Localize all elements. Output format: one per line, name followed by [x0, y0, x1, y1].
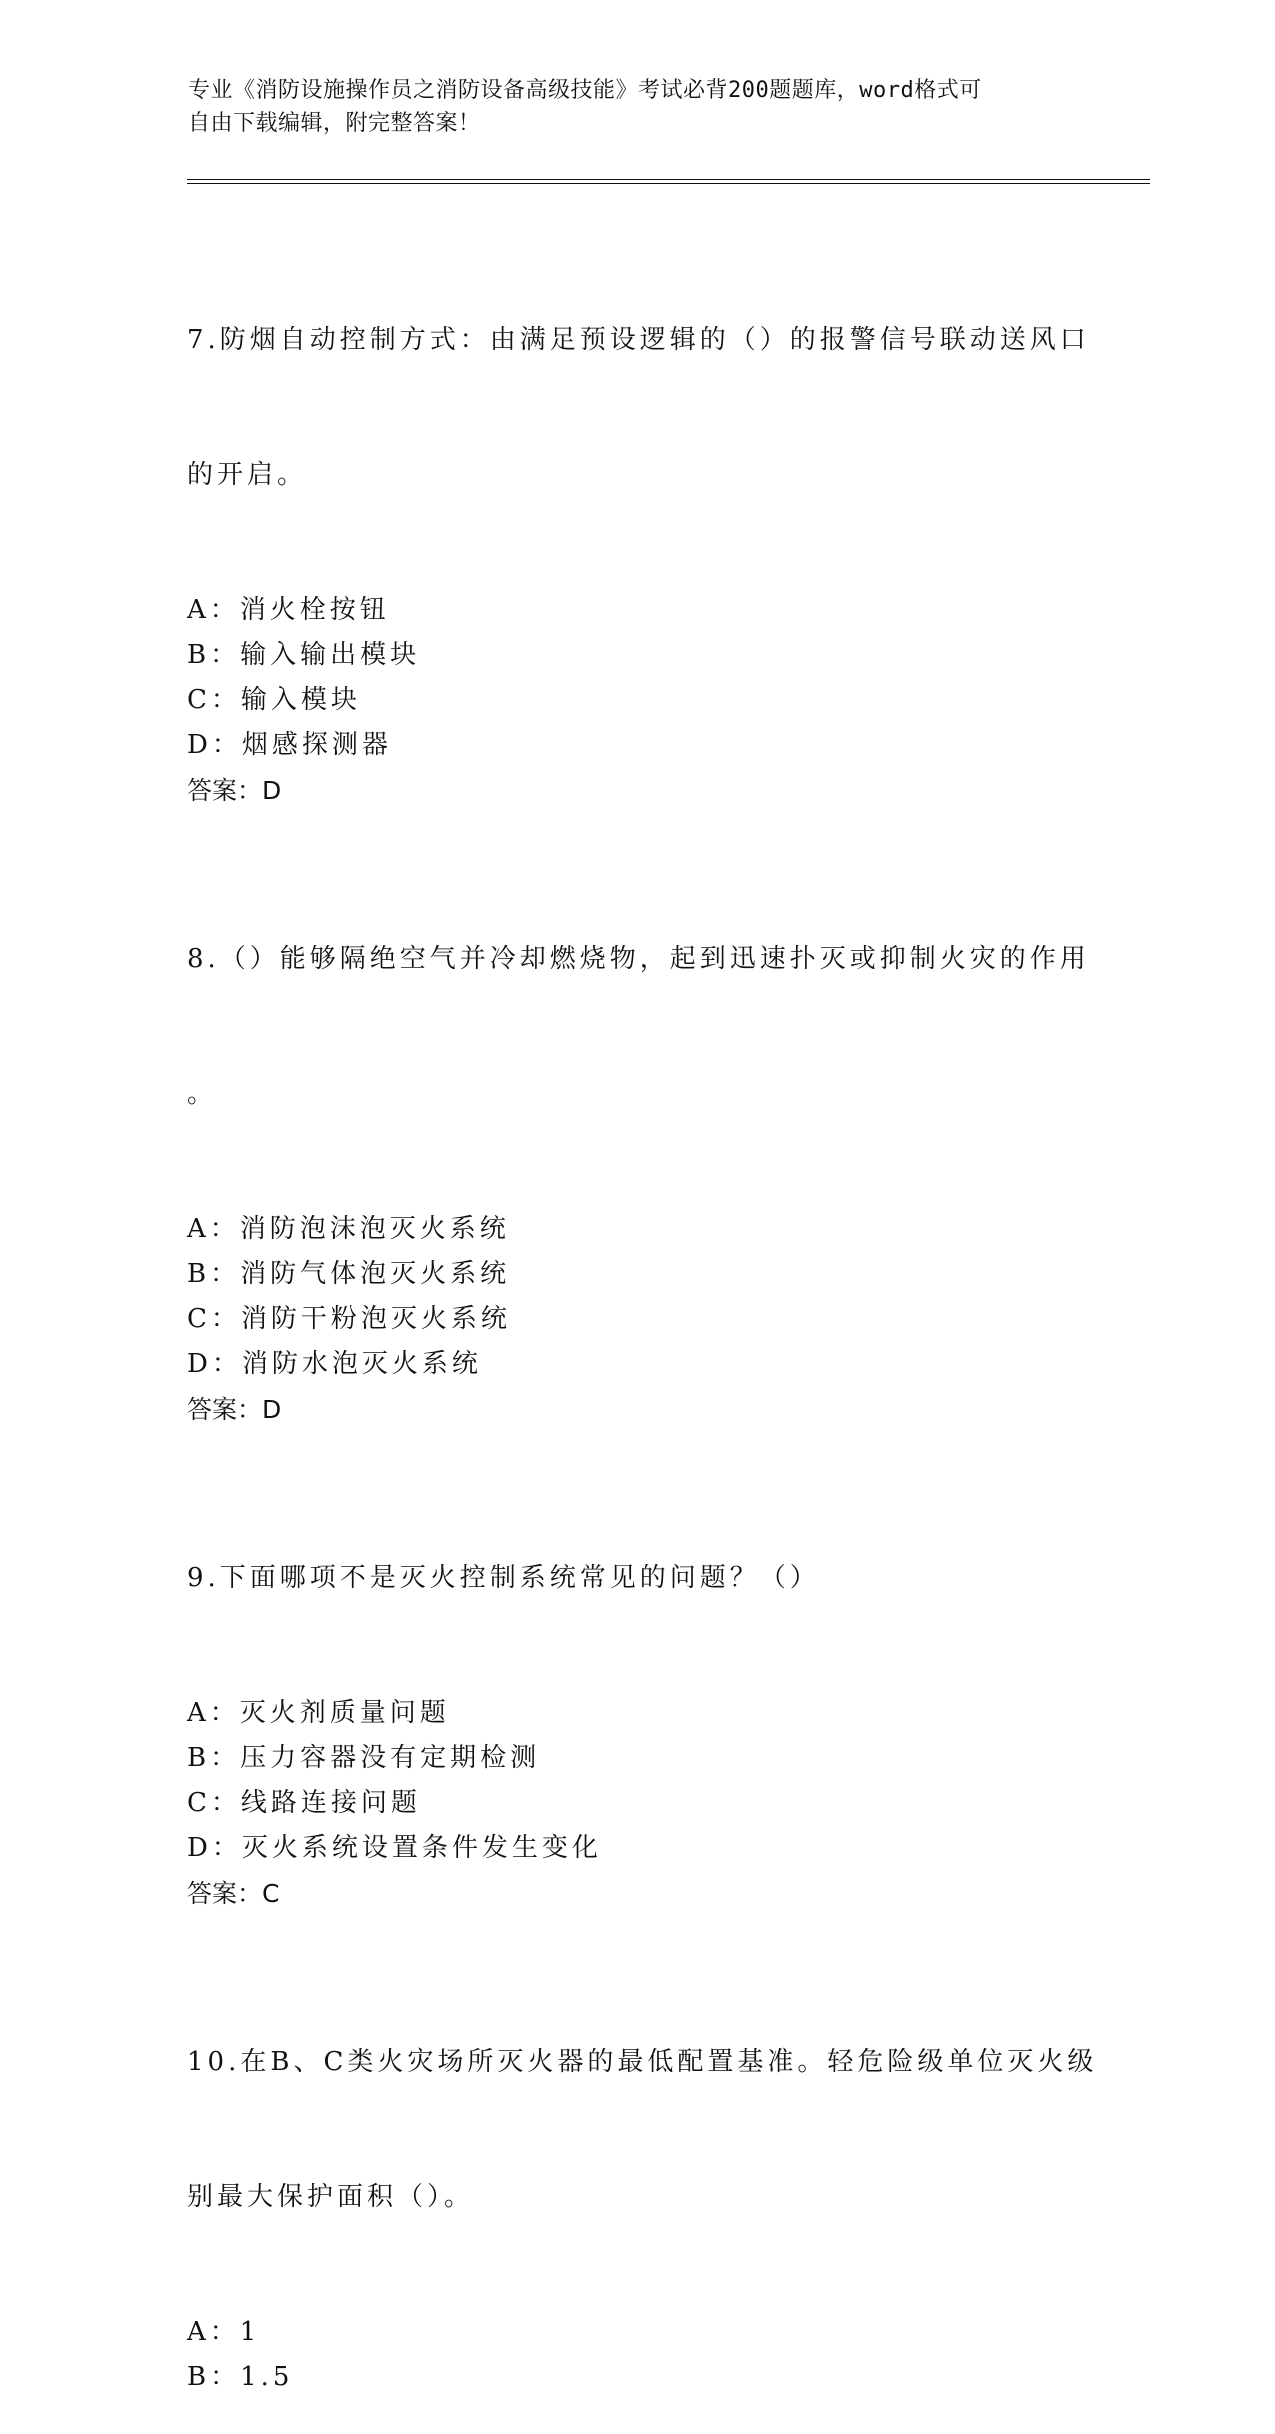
question-8 [187, 847, 1090, 1432]
question-list [187, 228, 1098, 2434]
option-d: D：烟感探测器 [187, 730, 392, 760]
question-stem-line: 别最大保护面积（）。 [187, 2182, 475, 2212]
header-line-2: 自由下载编辑，附完整答案！ [188, 111, 481, 136]
option-a: A：消火栓按钮 [187, 595, 390, 625]
answer-line [187, 1387, 1057, 1432]
answer-label: 答案： [187, 1879, 263, 1908]
option-c: C：线路连接问题 [187, 1788, 421, 1818]
answer-value: D [262, 1395, 283, 1424]
answer-label: 答案： [187, 1395, 263, 1424]
option-c: C：输入模块 [187, 685, 361, 715]
answer-value: D [262, 776, 283, 805]
question-stem-line: 8.（）能够隔绝空气并冷却燃烧物，起到迅速扑灭或抑制火灾的作用 [187, 944, 1090, 974]
question-9 [187, 1466, 1057, 1916]
option-a: A：消防泡沫泡灭火系统 [187, 1214, 510, 1244]
answer-line [187, 1871, 1057, 1916]
answer-value: C [262, 1879, 281, 1908]
option-d: D：消防水泡灭火系统 [187, 1349, 482, 1379]
question-stem-line: 10.在B、C类火灾场所灭火器的最低配置基准。轻危险级单位灭火级 [187, 2047, 1098, 2077]
header-divider-top [187, 179, 1150, 180]
question-7 [187, 228, 1090, 813]
option-d: D：灭火系统设置条件发生变化 [187, 1833, 602, 1863]
answer-label: 答案： [187, 776, 263, 805]
header-line-1: 专业《消防设施操作员之消防设备高级技能》考试必背200题题库，word格式可 [188, 78, 982, 103]
question-stem-line: 9.下面哪项不是灭火控制系统常见的问题？（） [187, 1563, 820, 1593]
question-10 [187, 1950, 1098, 2400]
question-stem-line: 。 [187, 1079, 218, 1109]
option-a: A：1 [187, 2317, 261, 2347]
document-header [188, 74, 1068, 140]
header-divider-bottom [187, 183, 1150, 184]
option-a: A：灭火剂质量问题 [187, 1698, 450, 1728]
option-c: C：消防干粉泡灭火系统 [187, 1304, 511, 1334]
option-b: B：输入输出模块 [187, 640, 421, 670]
option-b: B：压力容器没有定期检测 [187, 1743, 541, 1773]
question-stem-line: 7.防烟自动控制方式：由满足预设逻辑的（）的报警信号联动送风口 [187, 325, 1090, 355]
question-stem [187, 1466, 1057, 1691]
question-stem [187, 228, 1090, 588]
question-stem [187, 1950, 1098, 2310]
question-stem-line: 的开启。 [187, 460, 308, 490]
option-b: B：消防气体泡灭火系统 [187, 1259, 511, 1289]
answer-line [187, 768, 1057, 813]
option-b: B：1.5 [187, 2362, 294, 2392]
question-stem [187, 847, 1090, 1207]
